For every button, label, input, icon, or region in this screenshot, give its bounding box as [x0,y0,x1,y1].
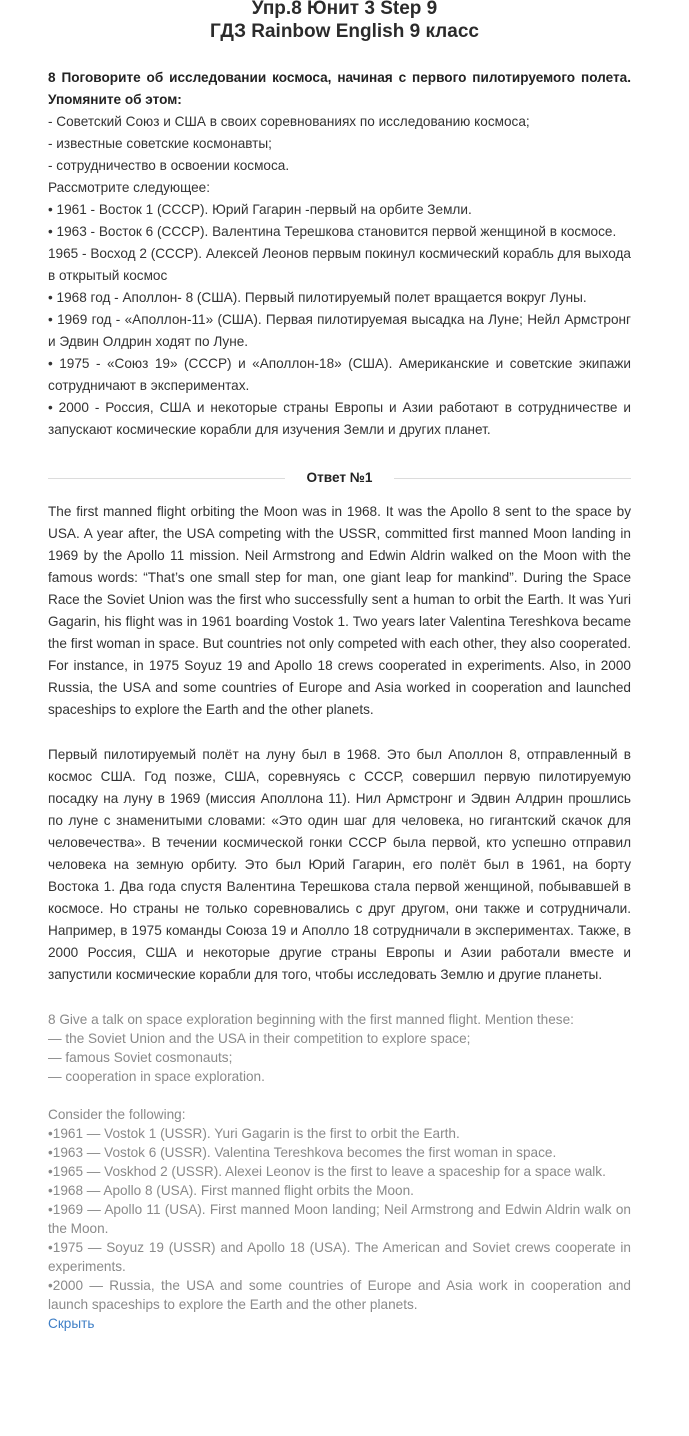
page-subtitle: ГДЗ Rainbow English 9 класс [210,21,479,42]
main-content [48,67,631,1333]
original-consider-heading: Consider the following: [48,1107,186,1122]
answer-russian: Первый пилотируемый полёт на луну был в 1968. Это был Аполлон 8, отправленный в космос США. Год позже, США, соревнуясь с СССР, совершил первую пилотируемую посадку на луну в 1969 (миссия Аполлона 11). Нил Армстронг и Эдвин Алдрин прошлись по луне с знаменитыми словами: «Это один шаг для человека, но гигантский скачок для человечества». В течении космической гонки СССР была первой, кто успешно отправил человека на земную орбиту. Это был Юрий Гагарин, его полёт был в 1961, на борту Востока 1. Два года спустя Валентина Терешкова стала первой женщиной, побывавшей в космосе. Но страны не только соревновались с друг другом, они также и сотрудничали. Например, в 1975 команды Союза 19 и Аполло 18 сотрудничали в экспериментах. Также, в 2000 Россия, США и некоторые другие страны Европы и Азии работали вместе и запустили космические корабли для того, чтобы исследовать Землю и другие планеты. [48,747,631,982]
original-intro-line: — cooperation in space exploration. [48,1069,265,1084]
spacer [48,1086,631,1105]
task-line: • 1969 год - «Аполлон-11» (США). Первая пилотируемая высадка на Луне; Нейл Армстронг и Эдвин Олдрин ходят по Луне. [48,312,631,349]
original-item: •1975 — Soyuz 19 (USSR) and Apollo 18 (USA). The American and Soviet crews cooperate in experiments. [48,1240,631,1274]
task-line: - известные советские космонавты; [48,136,272,151]
task-line: • 1961 - Восток 1 (СССР). Юрий Гагарин -первый на орбите Земли. [48,202,472,217]
divider-line-left [48,478,285,479]
task-line: • 1975 - «Союз 19» (СССР) и «Аполлон-18» (США). Американские и советские экипажи сотрудничают в экспериментах. [48,356,631,393]
original-intro-line: 8 Give a talk on space exploration beginning with the first manned flight. Mention these: [48,1012,574,1027]
answer-divider [48,468,631,488]
original-item: •1965 — Voskhod 2 (USSR). Alexei Leonov is the first to leave a spaceship for a space walk. [48,1164,606,1179]
answer-label: Ответ №1 [306,470,373,485]
page-header [0,0,689,43]
original-item: •2000 — Russia, the USA and some countries of Europe and Asia work in cooperation and launch spaceships to explore the Earth and the other planets. [48,1278,631,1312]
task-line: Рассмотрите следующее: [48,180,211,195]
answer-english: The first manned flight orbiting the Moon was in 1968. It was the Apollo 8 sent to the space by USA. A year after, the USA competing with the USSR, committed first manned Moon landing in 1969 by the Apollo 11 mission. Neil Armstrong and Edwin Aldrin walked on the Moon with the famous words: “That’s one small step for man, one giant leap for mankind”. During the Space Race the Soviet Union was the first who successfully sent a human to orbit the Earth. It was Yuri Gagarin, his flight was in 1961 boarding Vostok 1. Two years later Valentina Tereshkova became the first woman in space. But countries not only competed with each other, they also cooperated. For instance, in 1975 Soyuz 19 and Apollo 18 crews cooperated in experiments. Also, in 2000 Russia, the USA and some countries of Europe and Asia worked in cooperation and launched spaceships to explore the Earth and the other planets. [48,504,631,717]
task-line: 1965 - Восход 2 (СССР). Алексей Леонов первым покинул космический корабль для выхода в открытый космос [48,246,631,283]
original-task [48,1010,631,1333]
task-line: • 2000 - Россия, США и некоторые страны Европы и Азии работают в сотрудничестве и запускают космические корабли для изучения Земли и других планет. [48,400,631,437]
task-line: - сотрудничество в освоении космоса. [48,158,290,173]
original-item: •1969 — Apollo 11 (USA). First manned Moon landing; Neil Armstrong and Edwin Aldrin walk on the Moon. [48,1202,631,1236]
task-text [48,67,631,441]
task-line: • 1963 - Восток 6 (СССР). Валентина Терешкова становится первой женщиной в космосе. [48,224,617,239]
hide-link[interactable]: Скрыть [48,1316,95,1331]
task-line: • 1968 год - Аполлон- 8 (США). Первый пилотируемый полет вращается вокруг Луны. [48,290,587,305]
divider-line-right [394,478,631,479]
original-intro-line: — the Soviet Union and the USA in their competition to explore space; [48,1031,471,1046]
task-line: - Советский Союз и США в своих соревнованиях по исследованию космоса; [48,114,530,129]
page-title: Упр.8 Юнит 3 Step 9 [251,0,438,19]
original-intro-line: — famous Soviet cosmonauts; [48,1050,233,1065]
original-item: •1961 — Vostok 1 (USSR). Yuri Gagarin is the first to orbit the Earth. [48,1126,460,1141]
original-item: •1968 — Apollo 8 (USA). First manned flight orbits the Moon. [48,1183,414,1198]
original-item: •1963 — Vostok 6 (USSR). Valentina Tereshkova becomes the first woman in space. [48,1145,557,1160]
task-heading: 8 Поговорите об исследовании космоса, начиная с первого пилотируемого полета. Упомяните об этом: [48,70,631,107]
